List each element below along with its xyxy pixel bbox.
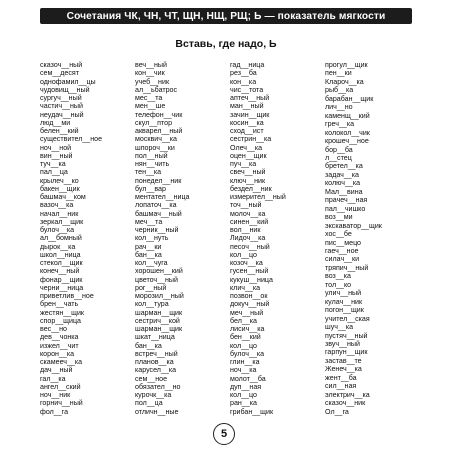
word-item: неудач__ный [40, 110, 84, 119]
word-item: синен__кий [230, 217, 269, 226]
word-item: булоч__ка [40, 226, 75, 234]
word-item: козоч__ка [230, 259, 263, 267]
word-item: колокол__чик [325, 128, 370, 137]
word-item: гад__ница [230, 61, 265, 69]
word-item: горнич__ный [40, 399, 83, 408]
word-item: бездел__ник [230, 184, 272, 193]
word-item: курочк__ка [135, 391, 172, 399]
word-item: конеч__ный [40, 267, 80, 276]
word-item: пол__ный [135, 151, 168, 160]
word-item: бакен__щик [40, 184, 80, 193]
word-item: жент__ба [325, 373, 357, 382]
word-item: тен__ка [135, 168, 162, 177]
word-item: лопаточ__ка [135, 201, 177, 210]
word-item: крошеч__ное [325, 137, 369, 146]
word-item: чудовищ__ный [40, 85, 90, 94]
word-item: кукуш__ница [230, 275, 273, 284]
word-item: корон__ка [40, 349, 75, 358]
word-item: брен__чать [40, 300, 79, 309]
word-item: ноч__ка [230, 366, 257, 375]
word-item: понедел__ник [135, 176, 182, 185]
word-item: погон__щик [325, 306, 364, 315]
word-columns [40, 61, 420, 416]
word-item: бел__ка [230, 316, 257, 325]
word-item: улич__ный [325, 289, 362, 298]
word-item: учеб__ник [135, 77, 170, 86]
word-item: пуч__ка [230, 160, 257, 168]
word-item: звуч__ный [325, 339, 360, 348]
word-item: пол__ца [135, 399, 163, 408]
word-item: зеркал__щик [40, 217, 84, 226]
word-item: ключ__ник [230, 176, 266, 185]
word-item: каменщ__кий [325, 111, 370, 120]
word-item: ангел__ский [40, 382, 81, 391]
word-item: ментател__ница [135, 193, 190, 201]
word-item: частич__ный [40, 102, 83, 111]
word-item: скул__птор [135, 118, 173, 127]
word-item: сестрич__кой [135, 316, 180, 325]
word-item: клич__ка [230, 283, 261, 292]
word-item: косин__ка [230, 118, 264, 127]
word-item: кон__ка [230, 77, 257, 86]
word-item: меч__ный [230, 308, 264, 317]
word-item: ноч__ник [40, 391, 71, 399]
word-item: оцен__щик [230, 151, 267, 160]
word-item: сургуч__ный [40, 94, 82, 102]
word-item: фонар__щик [40, 275, 83, 284]
word-item: молот__ба [230, 374, 266, 383]
word-item: хорошен__кий [135, 267, 183, 276]
page-title: Сочетания ЧК, ЧН, ЧТ, ЩН, НЩ, РЩ; Ь — показатель мягкости [66, 10, 386, 22]
word-item: пен__ки [325, 69, 352, 78]
word-item: учител__ская [325, 314, 370, 323]
word-item: приветлив__ное [40, 292, 94, 300]
word-item: мес__та [135, 94, 163, 102]
word-item: башмач__ком [40, 193, 86, 201]
word-item: дев__чонка [40, 333, 79, 342]
word-item: грибан__щик [230, 407, 274, 416]
word-item: точ__ный [230, 201, 262, 210]
word-item: гарпун__щик [325, 348, 368, 357]
word-item: ран__ка [230, 399, 257, 408]
word-item: вес__но [40, 325, 67, 333]
word-item: ал__бомный [40, 234, 82, 243]
word-item: сказоч__ник [325, 399, 366, 408]
word-item: экскаватор__щик [325, 221, 382, 230]
word-item: бан__ка [135, 250, 162, 259]
word-item: бан__ка [135, 341, 162, 350]
word-item: люд__ми [40, 118, 71, 127]
word-item: булоч__ка [230, 349, 265, 358]
word-item: кол__цо [230, 391, 257, 399]
word-item: Олеч__ка [230, 143, 263, 152]
word-item: силач__ки [325, 255, 360, 264]
word-item: ноч__ной [40, 143, 72, 152]
word-item: сказоч__ный [40, 61, 83, 69]
word-item: сем__десят [40, 69, 79, 78]
word-item: фол__га [40, 407, 69, 416]
word-item: пис__мецо [325, 238, 361, 247]
word-item: цветоч__ный [135, 275, 178, 284]
word-item: школ__ница [40, 250, 81, 259]
word-item: гусен__ный [230, 267, 269, 276]
word-item: дач__ный [40, 366, 73, 375]
word-item: однофамил__цы [40, 77, 96, 86]
word-item: кулач__ник [325, 297, 363, 306]
word-item: воз__ка [325, 272, 351, 281]
word-item: электрич__ка [325, 390, 370, 399]
word-item: рыб__ка [325, 86, 354, 95]
word-item: Мал__вина [325, 187, 363, 196]
word-item: тол__ко [325, 280, 352, 289]
word-item: шарман__щик [135, 325, 183, 333]
title-banner [40, 8, 412, 24]
word-item: черник__ный [135, 226, 179, 234]
word-item: пустяч__ный [325, 331, 368, 340]
word-item: башмач__ный [135, 209, 182, 218]
word-item: шпороч__ки [135, 143, 175, 152]
word-item: Лидоч__ка [230, 234, 266, 243]
word-item: песоч__ный [230, 242, 270, 251]
word-item: л__стец [325, 153, 352, 162]
word-item: обязател__но [135, 382, 181, 391]
word-item: встреч__ный [135, 349, 178, 358]
word-item: Женеч__ка [325, 365, 362, 374]
word-item: позвон__ок [230, 292, 268, 300]
word-item: мен__ше [135, 102, 166, 111]
word-item: существител__ное [40, 135, 103, 144]
word-item: отличн__ные [135, 407, 179, 416]
word-item: измерител__ный [230, 193, 286, 201]
word-column-4 [325, 61, 410, 416]
word-item: жестян__щик [40, 308, 85, 317]
word-item: телефон__чик [135, 110, 183, 119]
word-item: изжел__чит [40, 341, 79, 350]
word-column-3 [230, 61, 325, 416]
word-item: бор__ба [325, 145, 353, 154]
word-item: лисич__ка [230, 325, 265, 333]
word-item: черни__ница [40, 283, 84, 292]
word-item: тряпич__ный [325, 263, 369, 272]
task-instruction: Вставь, где надо, Ь [175, 38, 277, 50]
word-item: докуч__ный [230, 300, 270, 309]
word-item: воз__ми [325, 213, 353, 222]
word-item: туч__ка [40, 160, 66, 168]
word-item: задач__ка [325, 170, 359, 179]
page-number: 5 [213, 423, 235, 445]
word-item: греч__ка [325, 120, 355, 129]
word-item: застав__те [325, 356, 362, 365]
word-item: вазоч__ка [40, 201, 74, 210]
word-item: зачин__щик [230, 110, 270, 119]
word-item: кон__чик [135, 69, 165, 78]
word-item: шкат__ница [135, 333, 175, 342]
word-item: сил__ная [325, 382, 357, 391]
word-item: пал__ца [40, 168, 68, 177]
word-item: меч__та [135, 217, 163, 226]
word-item: начал__ник [40, 209, 79, 218]
word-item: планов__ка [135, 358, 174, 366]
word-item: чис__тота [230, 85, 264, 94]
word-column-2 [135, 61, 230, 416]
word-item: сход__ист [230, 127, 264, 135]
word-column-1 [40, 61, 135, 416]
word-item: молоч__ка [230, 209, 266, 218]
word-item: веч__ный [135, 61, 167, 69]
word-item: хос__бе [325, 230, 352, 239]
word-item: Ол__га [325, 407, 349, 416]
word-item: вин__ный [40, 151, 73, 160]
word-item: вол__ник [230, 226, 261, 234]
word-item: сем__ное [135, 374, 168, 383]
word-item: колюч__ка [325, 179, 361, 188]
word-item: лич__но [325, 103, 353, 112]
word-item: сестрин__ка [230, 135, 272, 144]
word-item: свеч__ный [230, 168, 266, 177]
word-item: акварел__ный [135, 127, 183, 135]
word-item: скамееч__ка [40, 358, 83, 366]
word-item: шуч__ка [325, 323, 354, 332]
word-item: дырок__ка [40, 242, 76, 251]
word-item: спор__щица [40, 316, 81, 325]
word-item: прачеч__ная [325, 196, 368, 205]
word-item: бен__кий [230, 333, 261, 342]
word-item: кол__цо [230, 341, 257, 350]
word-item: ман__ный [230, 102, 264, 111]
word-item: бретел__ка [325, 162, 363, 171]
word-item: крылеч__ко [40, 176, 79, 185]
word-item: стекол__щик [40, 259, 83, 267]
word-item: рог__ный [135, 283, 167, 292]
word-item: гаеч__ное [325, 246, 359, 255]
word-item: аптеч__ный [230, 94, 270, 102]
word-item: москвич__ка [135, 135, 177, 144]
word-item: дуп__ная [230, 382, 262, 391]
word-item: нян__чить [135, 160, 170, 168]
word-item: прогул__щик [325, 61, 368, 69]
word-item: кол__цо [230, 250, 257, 259]
word-item: глин__ка [230, 358, 260, 366]
word-item: ал__ьбатрос [135, 85, 178, 94]
word-item: рез__ба [230, 69, 257, 78]
word-item: морозил__ный [135, 292, 184, 300]
word-item: шарман__щик [135, 308, 183, 317]
word-item: кол__нуть [135, 234, 169, 243]
word-item: кол__чуга [135, 259, 168, 267]
word-item: кол__тура [135, 300, 169, 309]
word-item: пал__чишко [325, 204, 366, 213]
word-item: Клароч__ка [325, 77, 364, 86]
word-item: белен__кий [40, 127, 79, 135]
word-item: бул__вар [135, 184, 166, 193]
word-item: рач__ки [135, 242, 162, 251]
word-item: карусел__ка [135, 366, 177, 375]
word-item: барабан__щик [325, 94, 374, 103]
word-item: гал__ка [40, 374, 66, 383]
